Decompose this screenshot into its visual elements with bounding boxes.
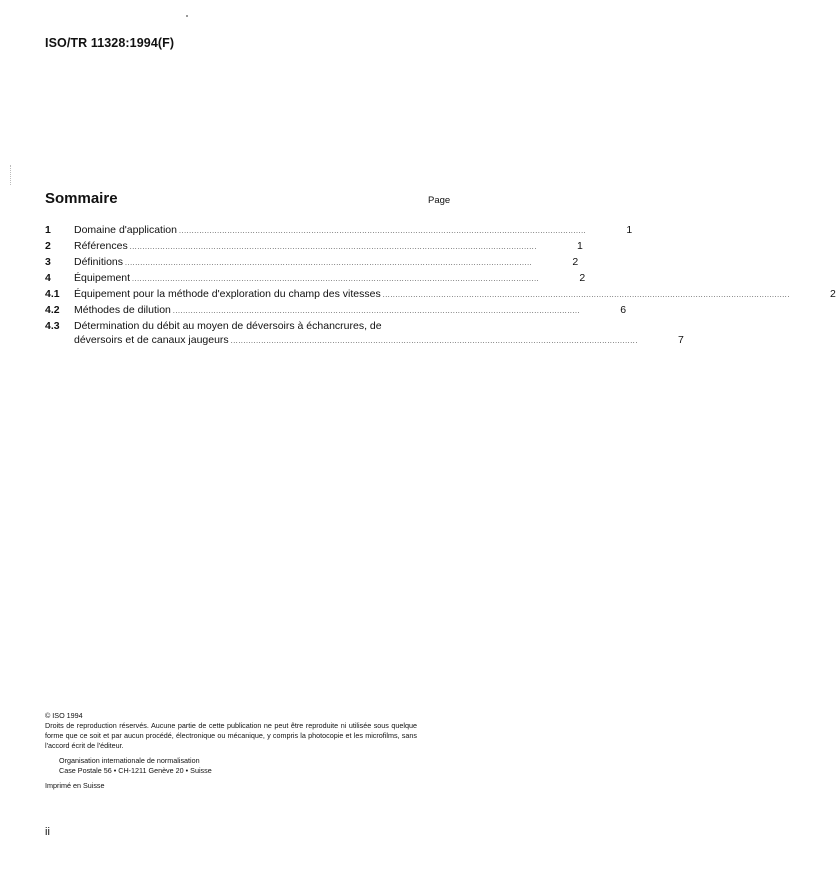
- toc-leader-dots: ................................................................................................................................................................: [129, 244, 537, 251]
- toc-entry-page: 1: [577, 240, 583, 252]
- toc-entry-page: 6: [620, 304, 627, 316]
- toc-entry-page: 2: [572, 256, 579, 268]
- toc-entry-number: 4.1: [45, 288, 60, 300]
- toc-leader-dots: ................................................................................................................................................................: [230, 338, 638, 345]
- toc-entry-number: 4.3: [45, 320, 60, 332]
- rights-statement: Droits de reproduction réservés. Aucune partie de cette publication ne peut être reproduite ni utilisée sous quelque forme que ce soit et par aucun procédé, électronique ou mécanique, y compris la photocopie et les microfilms, sans l'accord écrit de l'éditeur.: [45, 721, 417, 750]
- toc-entry-page: 7: [678, 334, 684, 346]
- toc-entry-number: 4.2: [45, 304, 60, 316]
- toc-leader-dots: ................................................................................................................................................................: [125, 260, 533, 267]
- toc-page-heading: Page: [428, 195, 451, 206]
- organization-name: Organisation internationale de normalisation: [59, 756, 200, 765]
- document-header: ISO/TR 11328:1994(F): [45, 36, 175, 50]
- toc-leader-dots: ................................................................................................................................................................: [172, 308, 581, 315]
- toc-entry-number: 3: [45, 256, 51, 268]
- toc-entry: [45, 223, 633, 239]
- toc-leader-dots: ................................................................................................................................................................: [132, 276, 540, 283]
- toc-entry: [45, 287, 836, 303]
- margin-mark: [10, 165, 12, 185]
- toc-entry: [45, 303, 627, 319]
- toc-entry: [45, 255, 579, 271]
- organization-block: [59, 756, 417, 776]
- organization-address: Case Postale 56 • CH-1211 Genève 20 • Suisse: [59, 766, 212, 775]
- toc-leader-dots: ................................................................................................................................................................: [179, 228, 587, 235]
- toc-entry-number: 4: [45, 272, 51, 284]
- toc-entry-number: 1: [45, 224, 51, 236]
- toc-entry-title: déversoirs et de canaux jaugeurs: [74, 334, 229, 346]
- toc-entry-page: 2: [830, 288, 836, 300]
- toc-entry: [45, 319, 684, 349]
- copyright-line: © ISO 1994: [45, 711, 83, 720]
- toc-entry-page: 2: [579, 272, 586, 284]
- toc-entry-title: Détermination du débit au moyen de déversoirs à échancrures, de: [74, 320, 382, 332]
- toc-title: Sommaire: [45, 190, 118, 207]
- toc-entry-title: Références: [74, 240, 128, 252]
- page-number: ii: [45, 826, 50, 838]
- scan-speck: [186, 15, 188, 17]
- toc-entry-title: Équipement pour la méthode d'exploration du champ des vitesses: [74, 288, 381, 300]
- toc-entry: [45, 271, 586, 287]
- printed-in: Imprimé en Suisse: [45, 781, 105, 790]
- toc-entry-title: Domaine d'application: [74, 224, 177, 236]
- toc-entry-title: Équipement: [74, 272, 131, 284]
- toc-entry-title: Définitions: [74, 256, 124, 268]
- toc-entry-title: Méthodes de dilution: [74, 304, 171, 316]
- table-of-contents: [45, 223, 836, 349]
- toc-entry-page: 1: [626, 224, 633, 236]
- toc-entry-number: 2: [45, 240, 51, 252]
- toc-entry: [45, 239, 583, 255]
- toc-leader-dots: ................................................................................................................................................................: [382, 292, 790, 299]
- copyright-notice: [45, 711, 417, 791]
